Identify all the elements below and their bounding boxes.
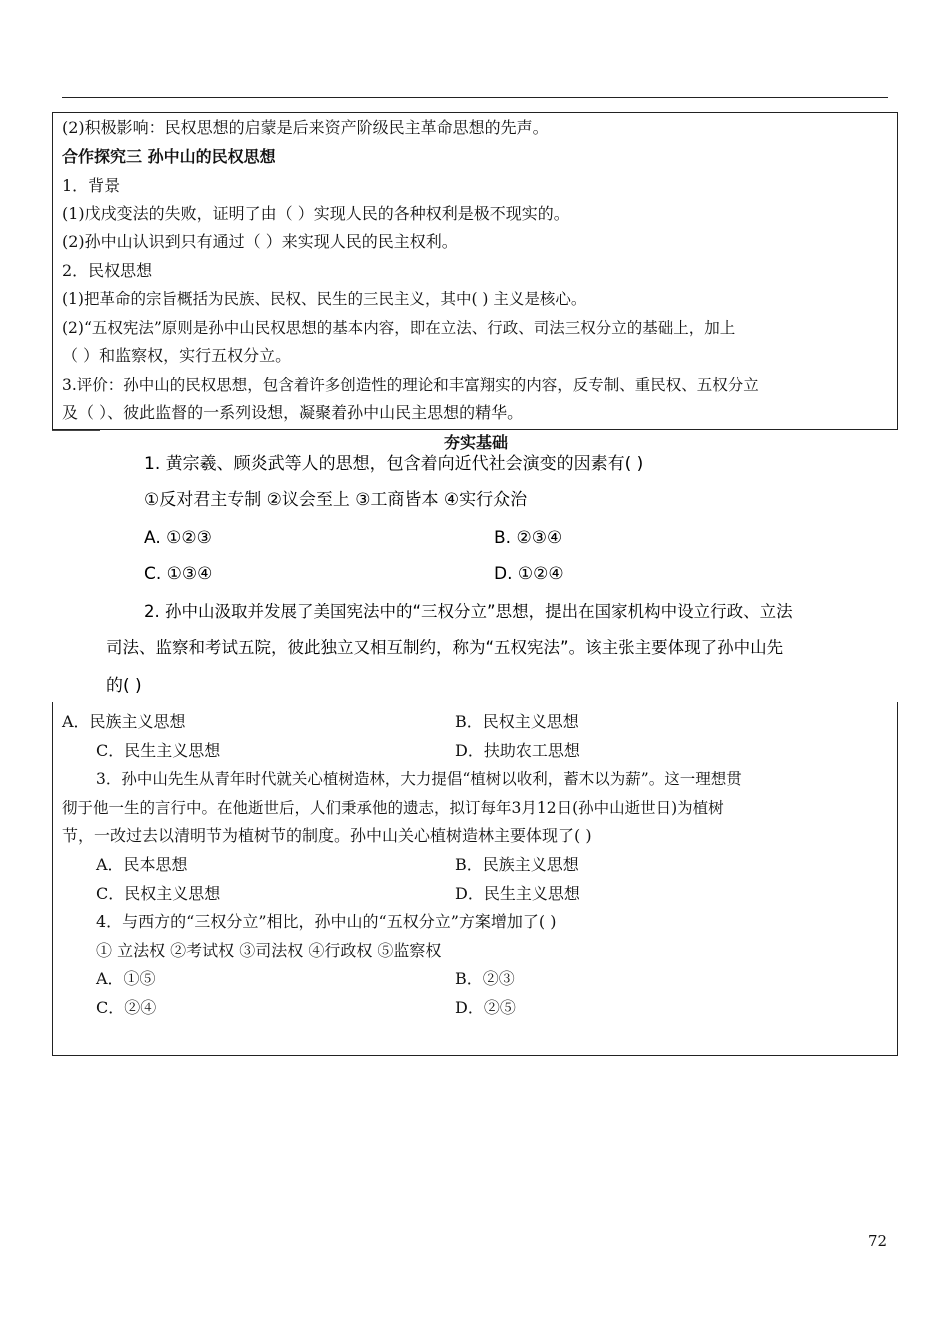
question-4-items: ① 立法权 ②考试权 ③司法权 ④行政权 ⑤监察权 (96, 941, 442, 960)
page-number: 72 (868, 1232, 888, 1250)
question-1-option-d: D. ①②④ (494, 564, 564, 584)
question-1: 1. 黄宗羲、顾炎武等人的思想，包含着向近代社会演变的因素有( ) (144, 454, 644, 474)
question-3b: 彻于他一生的言行中。在他逝世后，人们秉承他的遗志，拟订每年3月12日(孙中山逝世日)为植树 (62, 799, 724, 817)
min-quan-title: 2．民权思想 (62, 261, 153, 280)
q2-option-d: D．扶助农工思想 (455, 741, 580, 760)
impact-text: (2)积极影响：民权思想的启蒙是后来资产阶级民主革命思想的先声。 (62, 118, 549, 137)
section-box-right-border (897, 702, 898, 1056)
q3-option-a: A．民本思想 (96, 855, 188, 874)
min-quan-item-1: (1)把革命的宗旨概括为民族、民权、民生的三民主义，其中( ) 主义是核心。 (62, 290, 587, 308)
header-rule (62, 97, 888, 98)
min-quan-item-2a: (2)“五权宪法”原则是孙中山民权思想的基本内容，即在立法、行政、司法三权分立的基础上，加上 (62, 319, 736, 337)
question-3c: 节，一改过去以清明节为植树节的制度。孙中山关心植树造林主要体现了( ) (62, 826, 592, 845)
divider (52, 430, 100, 431)
scanned-exercise-area (52, 430, 898, 702)
min-quan-item-2b: （ ）和监察权，实行五权分立。 (62, 346, 292, 365)
question-2a: 2. 孙中山汲取并发展了美国宪法中的“三权分立”思想，提出在国家机构中设立行政、立法 (144, 602, 793, 621)
q4-option-d: D．②⑤ (455, 998, 516, 1017)
q4-option-b: B．②③ (455, 969, 515, 988)
question-1-option-a: A. ①②③ (144, 528, 212, 548)
q2-option-a: A．民族主义思想 (62, 712, 186, 731)
question-1-items: ①反对君主专制 ②议会至上 ③工商皆本 ④实行众治 (144, 490, 528, 510)
question-2b: 司法、监察和考试五院，彼此独立又相互制约，称为“五权宪法”。该主张主要体现了孙中山先 (106, 638, 784, 657)
background-title: 1．背景 (62, 176, 121, 195)
question-2c: 的( ) (106, 676, 142, 696)
background-item-1: (1)戊戌变法的失败，证明了由（ ）实现人民的各种权利是极不现实的。 (62, 204, 570, 223)
question-1-option-c: C. ①③④ (144, 564, 213, 584)
question-1-option-b: B. ②③④ (494, 528, 563, 548)
q3-option-b: B．民族主义思想 (455, 855, 579, 874)
q2-option-c: C．民生主义思想 (96, 741, 221, 760)
q4-option-a: A．①⑤ (96, 969, 156, 988)
question-3a: 3．孙中山先生从青年时代就关心植树造林，大力提倡“植树以收利，蓄木以为薪”。这一理想贯 (96, 770, 742, 788)
exercise-title: 夯实基础 (444, 433, 509, 452)
section-heading: 合作探究三 孙中山的民权思想 (62, 147, 276, 166)
q4-option-c: C．②④ (96, 998, 157, 1017)
q3-option-d: D．民生主义思想 (455, 884, 580, 903)
q2-option-b: B．民权主义思想 (455, 712, 579, 731)
evaluation-a: 3.评价：孙中山的民权思想，包含着许多创造性的理论和丰富翔实的内容，反专制、重民权、五权分立 (62, 376, 759, 394)
evaluation-b: 及（ ）、彼此监督的一系列设想，凝聚着孙中山民主思想的精华。 (62, 403, 524, 422)
background-item-2: (2)孙中山认识到只有通过（ ）来实现人民的民主权利。 (62, 232, 458, 251)
q3-option-c: C．民权主义思想 (96, 884, 221, 903)
question-4: 4．与西方的“三权分立”相比，孙中山的“五权分立”方案增加了( ) (96, 912, 557, 931)
